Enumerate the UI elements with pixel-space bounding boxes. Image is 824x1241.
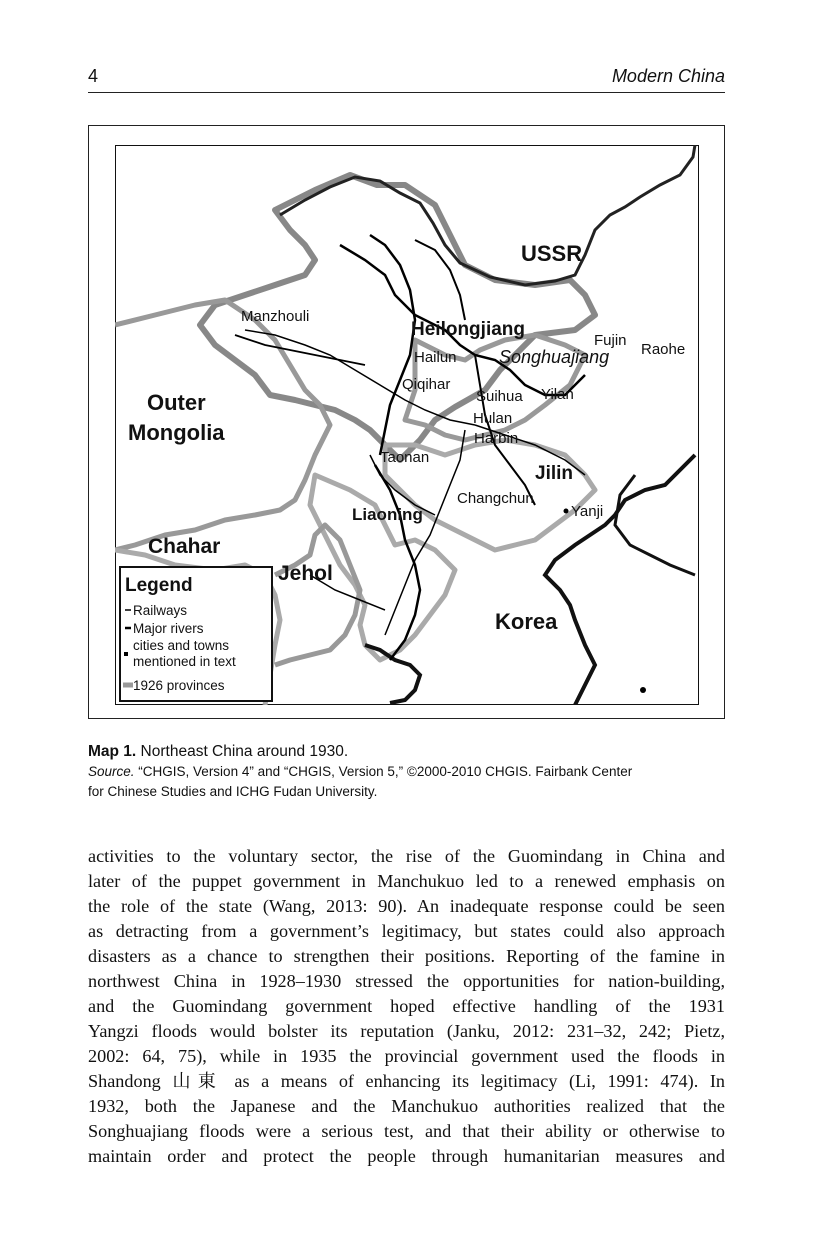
label-korea: Korea <box>495 609 558 634</box>
running-head-title: Modern China <box>611 66 725 86</box>
label-ussr: USSR <box>521 241 583 266</box>
label-hulan: Hulan <box>473 410 513 427</box>
label-outer-mongolia-1: Outer <box>147 390 206 415</box>
label-manzhouli: Manzhouli <box>241 308 310 325</box>
body-line: Shandong 山東 as a means of enhancing its legitimacy (Li, 1991: 474). In <box>88 1071 725 1091</box>
body-line: later of the puppet government in Manchukuo led to a renewed emphasis on <box>88 871 725 891</box>
body-line: as detracting from a government’s legitimacy, but states could also approach <box>88 921 725 941</box>
label-liaoning: Liaoning <box>352 505 423 524</box>
body-line: activities to the voluntary sector, the rise of the Guomindang in China and <box>88 846 725 866</box>
body-line: northwest China in 1928–1930 stressed the opportunities for nation-building, <box>88 971 725 991</box>
label-jilin: Jilin <box>535 463 574 484</box>
caption-source-line-2: for Chinese Studies and ICHG Fudan University. <box>88 784 378 799</box>
caption-source-line <box>88 762 728 782</box>
label-songhuajiang: Songhuajiang <box>499 347 610 367</box>
label-qiqihar: Qiqihar <box>402 376 451 393</box>
legend-title: Legend <box>125 575 193 596</box>
body-line: Yangzi floods would bolster its reputation (Janku, 2012: 231–32, 242; Pietz, <box>88 1021 725 1041</box>
caption-title-line <box>88 742 728 762</box>
body-line: 1932, both the Japanese and the Manchukuo authorities realized that the <box>88 1096 725 1116</box>
label-hailun: Hailun <box>414 349 457 366</box>
body-line: maintain order and protect the people through humanitarian measures and <box>88 1146 725 1166</box>
legend-provinces: 1926 provinces <box>133 678 225 693</box>
body-line: 2002: 64, 75), while in 1935 the provincial government used the floods in <box>88 1046 725 1066</box>
caption-label: Map 1. <box>88 743 137 760</box>
legend-cities-2: mentioned in text <box>133 654 236 669</box>
body-line: and the Guomindang government hoped effective handling of the 1931 <box>88 996 725 1016</box>
label-harbin: Harbin <box>474 430 519 447</box>
body-line: Songhuajiang floods were a serious test, and that their ability or otherwise to <box>88 1121 725 1141</box>
legend-cities-1: cities and towns <box>133 638 230 653</box>
label-changchun: Changchun <box>457 490 534 507</box>
label-yanji: Yanji <box>571 503 604 520</box>
page-number: 4 <box>88 66 99 86</box>
source-text-1: “CHGIS, Version 4” and “CHGIS, Version 5,” ©2000-2010 CHGIS. Fairbank Center <box>138 764 633 779</box>
label-chahar: Chahar <box>148 535 221 558</box>
caption-title: Northeast China around 1930. <box>140 743 349 760</box>
body-paragraph <box>88 844 725 1169</box>
label-yilan: Yilan <box>541 386 574 403</box>
map-legend <box>120 567 272 701</box>
northeast-china-map <box>115 145 699 705</box>
label-jehol: Jehol <box>278 562 333 585</box>
city-dot-yanji <box>564 509 569 514</box>
label-heilongjiang: Heilongjiang <box>411 319 525 340</box>
body-line: disasters as a chance to strengthen their positions. Reporting of the famine in <box>88 946 725 966</box>
map-figure <box>88 125 725 719</box>
label-taonan: Taonan <box>380 449 430 466</box>
label-raohe: Raohe <box>641 341 686 358</box>
body-line: the role of the state (Wang, 2013: 90). An inadequate response could be seen <box>88 896 725 916</box>
legend-railways: Railways <box>133 603 188 618</box>
running-header <box>88 62 725 93</box>
source-label: Source. <box>88 764 135 779</box>
label-fujin: Fujin <box>594 332 627 349</box>
figure-caption <box>88 742 728 802</box>
legend-rivers: Major rivers <box>133 621 204 636</box>
label-suihua: Suihua <box>476 388 523 405</box>
label-outer-mongolia-2: Mongolia <box>128 420 225 445</box>
city-dot-coast <box>640 687 646 693</box>
